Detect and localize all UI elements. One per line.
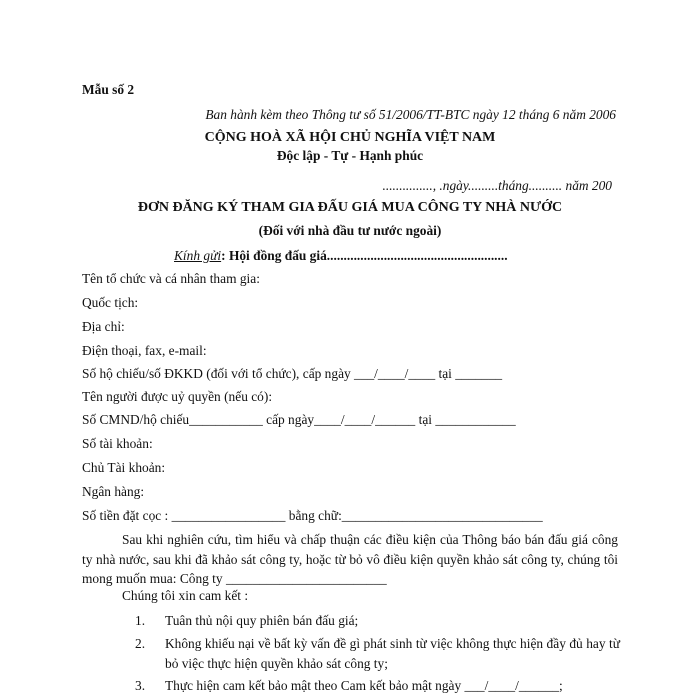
form-subtitle: (Đối với nhà đầu tư nước ngoài): [258, 223, 442, 238]
field-bank: Ngân hàng:: [82, 484, 145, 499]
field-id-card: Số CMND/hộ chiếu___________ cấp ngày____/____/______ tại ____________: [82, 412, 516, 427]
addressee-value: Hội đồng đấu giá......................................................: [228, 248, 508, 263]
field-account-holder: Chủ Tài khoản:: [82, 460, 166, 475]
commitment-text: Thực hiện cam kết bảo mật theo Cam kết bảo mật ngày ___/____/______;: [165, 678, 563, 693]
field-authorized-person: Tên người được uỷ quyền (nếu có):: [82, 389, 273, 404]
field-participant-name: Tên tổ chức và cá nhân tham gia:: [82, 271, 260, 286]
commit-heading: Chúng tôi xin cam kết :: [122, 588, 249, 603]
national-title: CỘNG HOÀ XÃ HỘI CHỦ NGHĨA VIỆT NAM: [204, 130, 496, 145]
commitment-number: 3.: [135, 678, 146, 693]
commitment-number: 2.: [135, 636, 146, 651]
addressee-line: [174, 248, 508, 264]
field-account-number: Số tài khoản:: [82, 436, 153, 451]
intro-paragraph-text: Sau khi nghiên cứu, tìm hiểu và chấp thuận các điều kiện của Thông báo bán đấu giá công ty nhà nước, sau khi đã khảo sát công ty, hoặc từ bỏ vô điều kiện quyền khảo sát công ty, chúng tôi mong muốn mua: Công ty ________________________: [82, 532, 618, 586]
commitment-number: 1.: [135, 613, 146, 628]
field-contact: Điện thoại, fax, e-mail:: [82, 343, 207, 358]
commitment-text: Tuân thủ nội quy phiên bán đấu giá;: [165, 613, 359, 628]
addressee-label: Kính gửi: [174, 248, 222, 263]
intro-paragraph: [82, 530, 618, 589]
field-address: Địa chỉ:: [82, 319, 125, 334]
field-passport-registration: Số hộ chiếu/số ĐKKD (đối với tổ chức), cấp ngày ___/____/____ tại _______: [82, 366, 503, 381]
issued-note: Ban hành kèm theo Thông tư số 51/2006/TT-BTC ngày 12 tháng 6 năm 2006: [205, 107, 616, 122]
field-nationality: Quốc tịch:: [82, 295, 139, 310]
commitment-text: Không khiếu nại về bất kỳ vấn đề gì phát sinh từ việc không thực hiện đầy đủ hay từ bỏ việc thực hiện quyền khảo sát công ty;: [165, 636, 620, 671]
date-line: ..............., .ngày.........tháng.......... năm 200: [382, 178, 612, 193]
form-title: ĐƠN ĐĂNG KÝ THAM GIA ĐẤU GIÁ MUA CÔNG TY NHÀ NƯỚC: [137, 200, 563, 215]
addressee-colon: :: [221, 248, 226, 263]
form-number: Mẫu số 2: [82, 82, 135, 97]
national-motto: Độc lập - Tự - Hạnh phúc: [276, 148, 424, 163]
field-deposit-amount: Số tiền đặt cọc : _________________ bằng chữ:______________________________: [82, 508, 543, 523]
